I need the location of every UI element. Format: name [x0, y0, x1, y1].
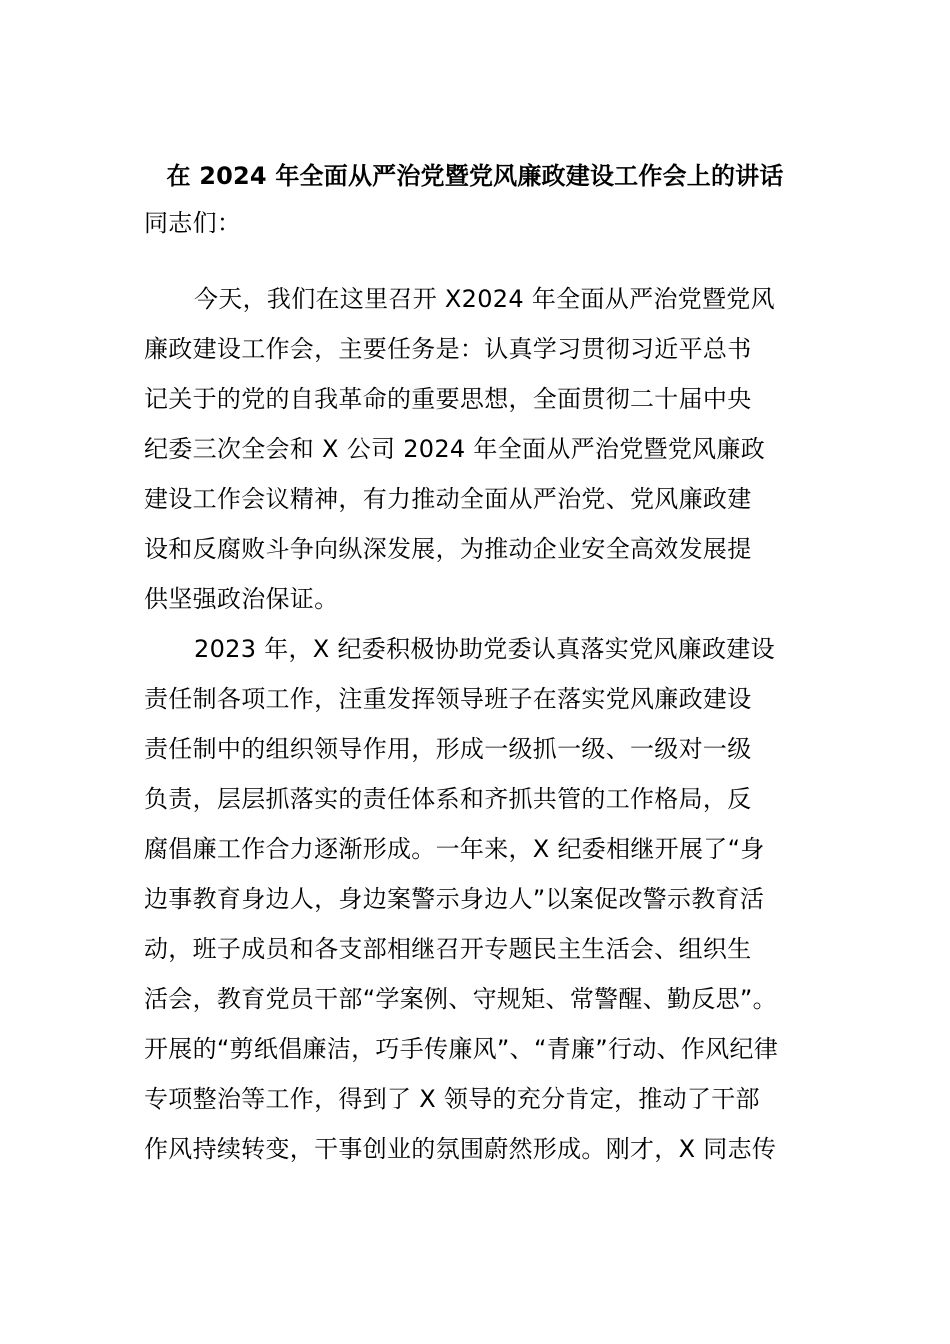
paragraph-1-line: 供坚强政治保证。: [144, 585, 339, 613]
paragraph-2-line: 腐倡廉工作合力逐渐形成。一年来，X 纪委相继开展了“身: [144, 835, 765, 863]
paragraph-2-line: 动，班子成员和各支部相继召开专题民主生活会、组织生: [144, 935, 752, 963]
paragraph-2-line: 专项整治等工作，得到了 X 领导的充分肯定，推动了干部: [144, 1085, 760, 1113]
paragraph-1-line: 廉政建设工作会，主要任务是：认真学习贯彻习近平总书: [144, 335, 752, 363]
paragraph-1-line: 建设工作会议精神，有力推动全面从严治党、党风廉政建: [144, 485, 752, 513]
paragraph-2-line: 活会，教育党员干部“学案例、守规矩、常警醒、勤反思”。: [144, 985, 777, 1013]
paragraph-2-line: 责任制中的组织领导作用，形成一级抓一级、一级对一级: [144, 735, 752, 763]
paragraph-2-line: 作风持续转变，干事创业的氛围蔚然形成。刚才，X 同志传: [144, 1135, 777, 1163]
paragraph-2-line: 边事教育身边人，身边案警示身边人”以案促改警示教育活: [144, 885, 765, 913]
paragraph-2-line: 2023 年，X 纪委积极协助党委认真落实党风廉政建设: [194, 635, 775, 663]
paragraph-1-line: 纪委三次全会和 X 公司 2024 年全面从严治党暨党风廉政: [144, 435, 766, 463]
paragraph-1-line: 今天，我们在这里召开 X2024 年全面从严治党暨党风: [194, 285, 775, 313]
paragraph-1-line: 设和反腐败斗争向纵深发展，为推动企业安全高效发展提: [144, 535, 752, 563]
document-title: 在 2024 年全面从严治党暨党风廉政建设工作会上的讲话: [166, 162, 784, 190]
paragraph-2-line: 责任制各项工作，注重发挥领导班子在落实党风廉政建设: [144, 685, 752, 713]
salutation: 同志们：: [144, 209, 242, 237]
paragraph-2-line: 负责，层层抓落实的责任体系和齐抓共管的工作格局，反: [144, 785, 752, 813]
paragraph-2-line: 开展的“剪纸倡廉洁，巧手传廉风”、“青廉”行动、作风纪律: [144, 1035, 779, 1063]
paragraph-1-line: 记关于的党的自我革命的重要思想，全面贯彻二十届中央: [144, 385, 752, 413]
